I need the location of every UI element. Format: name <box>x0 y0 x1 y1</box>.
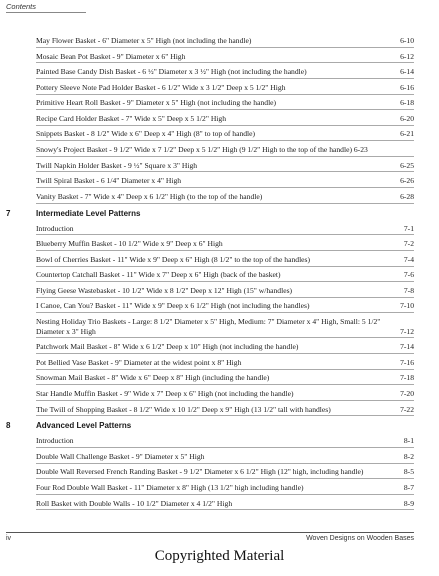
toc-entry[interactable] <box>36 145 414 157</box>
toc-entry-title: Four Rod Double Wall Basket - 11" Diameter x 8" High (13 1/2" high including handle) <box>36 483 304 493</box>
toc-entry-title: Recipe Card Holder Basket - 7" Wide x 5" Deep x 5 1/2" High <box>36 113 227 123</box>
toc-entry-page: 6-20 <box>400 113 414 123</box>
footer-page-number: iv <box>6 535 12 542</box>
toc-entry-page: 7-4 <box>403 254 414 264</box>
toc-entry-title: Blueberry Muffin Basket - 10 1/2" Wide x 9" Deep x 6" High <box>36 239 223 249</box>
toc-entry[interactable] <box>36 270 414 282</box>
toc-entry-page: 8-2 <box>403 451 414 461</box>
toc-entry-title: Mosaic Bean Pot Basket - 9" Diameter x 6" High <box>36 51 186 61</box>
running-header: Contents <box>6 2 37 11</box>
header-rule <box>6 12 86 13</box>
toc-entry-title: Bowl of Cherries Basket - 11" Wide x 9" Deep x 6" High (8 1/2" to the top of the handles) <box>36 254 311 264</box>
toc-entry-title: Double Wall Challenge Basket - 9" Diameter x 5" High <box>36 451 205 461</box>
toc-entry-title: Pot Bellied Vase Basket - 9" Diameter at the widest point x 8" High <box>36 357 242 367</box>
toc-entry[interactable] <box>36 83 414 95</box>
toc-entry-page: 6-26 <box>400 176 414 186</box>
toc-entry[interactable] <box>36 239 414 251</box>
toc-entry-page: 7-1 <box>403 223 414 233</box>
toc-entry-page: 6-10 <box>400 36 414 45</box>
toc-entry-title: May Flower Basket - 6" Diameter x 5" High (not including the handle) <box>36 36 252 45</box>
section-heading <box>6 209 414 219</box>
toc-entry-page: 7-10 <box>400 301 414 311</box>
section-title: Intermediate Level Patterns <box>36 208 141 218</box>
toc-entry[interactable] <box>36 114 414 126</box>
toc-entry-title: Snowy's Project Basket - 9 1/2" Wide x 7 1/2" Deep x 5 1/2" High (9 1/2" High to the top of the handle) 6-23 <box>36 145 368 155</box>
section-number: 8 <box>6 421 11 431</box>
toc-entry-title: Flying Geese Wastebasket - 10 1/2" Wide x 8 1/2" Deep x 12" High (15" w/handles) <box>36 285 293 295</box>
toc-entry-page: 6-12 <box>400 51 414 61</box>
toc-entry-page: 7-6 <box>403 270 414 280</box>
toc-entry-page: 7-22 <box>400 404 414 414</box>
toc-entry-title: Twill Spiral Basket - 6 1/4" Diameter x 4" High <box>36 176 182 186</box>
toc-entry[interactable] <box>36 52 414 64</box>
toc-entry-title: Snippets Basket - 8 1/2" Wide x 6" Deep x 4" High (8" to top of handle) <box>36 129 256 139</box>
table-of-contents <box>0 36 439 514</box>
toc-entry-page: 6-25 <box>400 160 414 170</box>
toc-entry[interactable] <box>36 67 414 79</box>
section-title: Advanced Level Patterns <box>36 421 132 431</box>
toc-entry-title: Roll Basket with Double Walls - 10 1/2" Diameter x 4 1/2" High <box>36 498 233 508</box>
toc-entry-title: Patchwork Mail Basket - 8" Wide x 6 1/2" Deep x 10" High (not including the handle) <box>36 342 299 352</box>
toc-entry-title: Star Handle Muffin Basket - 9" Wide x 7" Deep x 6" High (not including the handle) <box>36 388 294 398</box>
toc-entry-page: 8-9 <box>403 498 414 508</box>
toc-entry-page: 7-14 <box>400 342 414 352</box>
toc-entry-title: Twill Napkin Holder Basket - 9 ½" Square x 3" High <box>36 160 198 170</box>
toc-entry[interactable] <box>36 452 414 464</box>
toc-entry[interactable] <box>36 389 414 401</box>
toc-entry[interactable] <box>36 98 414 110</box>
toc-entry[interactable] <box>36 129 414 141</box>
toc-entry[interactable] <box>36 467 414 479</box>
toc-entry[interactable] <box>36 358 414 370</box>
toc-entry[interactable] <box>36 255 414 267</box>
copyright-watermark: Copyrighted Material <box>154 548 285 564</box>
toc-entry[interactable] <box>36 317 414 338</box>
toc-entry[interactable] <box>36 342 414 354</box>
toc-entry-title: Primitive Heart Roll Basket - 9" Diameter x 5" High (not including the handle) <box>36 98 277 108</box>
toc-entry-page: 8-1 <box>403 436 414 446</box>
footer-book-title: Woven Designs on Wooden Bases <box>306 535 414 542</box>
toc-entry-page: 6-14 <box>400 67 414 77</box>
section-heading <box>6 421 414 431</box>
toc-entry[interactable] <box>36 176 414 188</box>
toc-entry-title: The Twill of Shopping Basket - 8 1/2" Wide x 10 1/2" Deep x 9" High (13 1/2" tall with handles) <box>36 404 331 414</box>
toc-entry-page: 8-5 <box>403 467 414 477</box>
toc-entry-page: 7-16 <box>400 357 414 367</box>
section-number: 7 <box>6 208 11 218</box>
toc-entry[interactable] <box>36 192 414 204</box>
toc-entry[interactable] <box>36 499 414 511</box>
toc-entry[interactable] <box>36 405 414 417</box>
toc-entry-page: 7-2 <box>403 239 414 249</box>
toc-entry-title: Nesting Holiday Trio Baskets - Large: 8 1/2" Diameter x 5" High, Medium: 7" Diameter x 4" High, Small: 5 1/2" Diameter x 3" High <box>36 317 381 336</box>
toc-entry[interactable] <box>36 483 414 495</box>
toc-entry-page: 7-18 <box>400 373 414 383</box>
toc-entry[interactable] <box>36 301 414 313</box>
toc-entry-page: 6-21 <box>400 129 414 139</box>
toc-entry-title: Double Wall Reversed French Randing Basket - 9 1/2" Diameter x 6 1/2" High (12" high, including handle) <box>36 467 364 477</box>
toc-entry-title: Introduction <box>36 436 74 446</box>
toc-entry-title: Snowman Mail Basket - 8" Wide x 6" Deep x 8" High (including the handle) <box>36 373 270 383</box>
toc-entry-title: Pottery Sleeve Note Pad Holder Basket - 6 1/2" Wide x 3 1/2" Deep x 5 1/2" High <box>36 82 286 92</box>
toc-entry-title: Vanity Basket - 7" Wide x 4" Deep x 6 1/2" High (to the top of the handle) <box>36 191 263 201</box>
toc-entry-page: 7-12 <box>400 326 414 336</box>
toc-entry-title: I Canoe, Can You? Basket - 11" Wide x 9" Deep x 6 1/2" High (not including the handles) <box>36 301 310 311</box>
toc-entry-page: 7-20 <box>400 388 414 398</box>
toc-entry[interactable] <box>36 36 414 48</box>
toc-entry-title: Painted Base Candy Dish Basket - 6 ½" Diameter x 3 ½" High (not including the handle) <box>36 67 307 77</box>
toc-entry[interactable] <box>36 286 414 298</box>
toc-entry-page: 7-8 <box>403 285 414 295</box>
toc-entry[interactable] <box>36 161 414 173</box>
toc-entry-page: 6-28 <box>400 191 414 201</box>
toc-entry-page: 8-7 <box>403 483 414 493</box>
toc-entry[interactable] <box>36 224 414 236</box>
toc-entry-page: 6-18 <box>400 98 414 108</box>
toc-entry-title: Introduction <box>36 223 74 233</box>
toc-entry-page: 6-16 <box>400 82 414 92</box>
footer-rule <box>6 532 414 533</box>
toc-entry-title: Countertop Catchall Basket - 11" Wide x 7" Deep x 6" High (back of the basket) <box>36 270 281 280</box>
toc-entry[interactable] <box>36 373 414 385</box>
toc-entry[interactable] <box>36 436 414 448</box>
